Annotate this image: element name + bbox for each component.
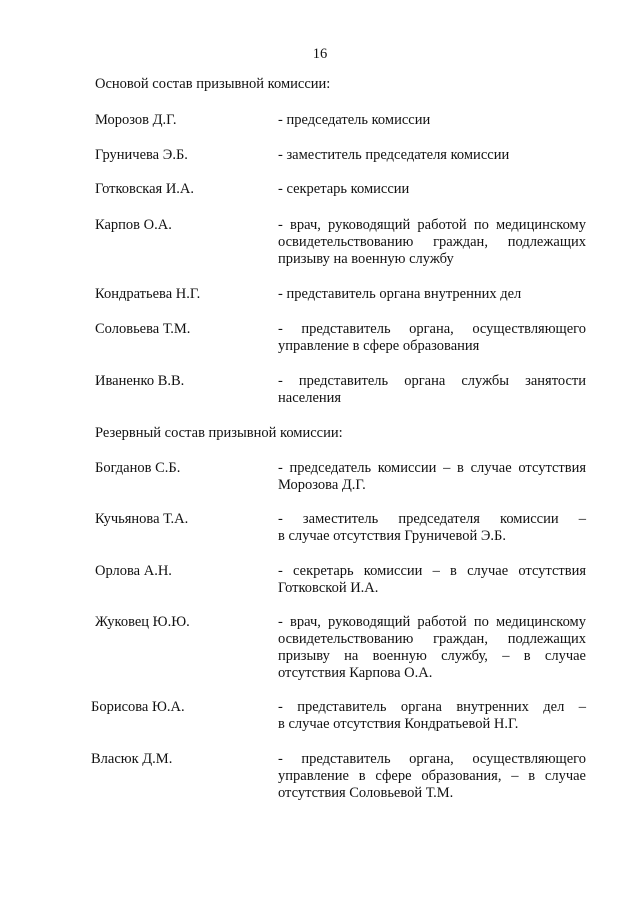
- member-role: [278, 217, 586, 268]
- role-line: управление в сфере образования, – в случае: [278, 768, 586, 784]
- member-name: Жуковец Ю.Ю.: [95, 614, 190, 630]
- member-role: [278, 112, 586, 129]
- main-section-title: Основой состав призывной комиссии:: [95, 76, 331, 92]
- role-line: - председатель комиссии: [278, 112, 431, 128]
- role-line: Морозова Д.Г.: [278, 477, 366, 493]
- member-role: [278, 321, 586, 355]
- role-line: управление в сфере образования: [278, 338, 480, 354]
- role-line: - представитель органа, осуществляющего: [278, 321, 586, 337]
- role-line: призыву на военную службу, – в случае: [278, 648, 586, 664]
- role-line: освидетельствованию граждан, подлежащих: [278, 234, 586, 250]
- member-role: [278, 373, 586, 407]
- member-role: [278, 511, 586, 545]
- member-name: Соловьева Т.М.: [95, 321, 191, 337]
- page-number: 16: [312, 46, 328, 62]
- member-name: Морозов Д.Г.: [95, 112, 177, 128]
- member-name: Груничева Э.Б.: [95, 147, 188, 163]
- role-line: - заместитель председателя комиссии: [278, 147, 510, 163]
- role-line: - представитель органа внутренних дел –: [278, 699, 586, 715]
- reserve-section-title: Резервный состав призывной комиссии:: [95, 425, 343, 441]
- role-line: в случае отсутствия Груничевой Э.Б.: [278, 528, 506, 544]
- member-name: Кучьянова Т.А.: [95, 511, 189, 527]
- member-name: Орлова А.Н.: [95, 563, 172, 579]
- role-line: - председатель комиссии – в случае отсутствия: [278, 460, 586, 476]
- member-role: [278, 563, 586, 597]
- role-line: - заместитель председателя комиссии –: [278, 511, 586, 527]
- member-role: [278, 460, 586, 494]
- role-line: - представитель органа, осуществляющего: [278, 751, 586, 767]
- member-role: [278, 181, 586, 198]
- role-line: - представитель органа внутренних дел: [278, 286, 522, 302]
- role-line: - врач, руководящий работой по медицинскому: [278, 614, 586, 630]
- member-role: [278, 147, 586, 164]
- member-role: [278, 286, 586, 303]
- member-role: [278, 751, 586, 802]
- role-line: призыву на военную службу: [278, 251, 454, 267]
- member-name: Иваненко В.В.: [95, 373, 185, 389]
- member-name: Кондратьева Н.Г.: [95, 286, 201, 302]
- member-role: [278, 614, 586, 682]
- member-name: Карпов О.А.: [95, 217, 172, 233]
- member-name: Борисова Ю.А.: [91, 699, 185, 715]
- role-line: - представитель органа службы занятости: [278, 373, 586, 389]
- role-line: населения: [278, 390, 342, 406]
- role-line: Готковской И.А.: [278, 580, 379, 596]
- member-name: Готковская И.А.: [95, 181, 195, 197]
- role-line: отсутствия Карпова О.А.: [278, 665, 433, 681]
- member-name: Богданов С.Б.: [95, 460, 181, 476]
- role-line: в случае отсутствия Кондратьевой Н.Г.: [278, 716, 519, 732]
- member-name: Власюк Д.М.: [91, 751, 173, 767]
- role-line: - секретарь комиссии – в случае отсутствия: [278, 563, 586, 579]
- role-line: отсутствия Соловьевой Т.М.: [278, 785, 454, 801]
- member-role: [278, 699, 586, 733]
- role-line: освидетельствованию граждан, подлежащих: [278, 631, 586, 647]
- role-line: - секретарь комиссии: [278, 181, 410, 197]
- role-line: - врач, руководящий работой по медицинскому: [278, 217, 586, 233]
